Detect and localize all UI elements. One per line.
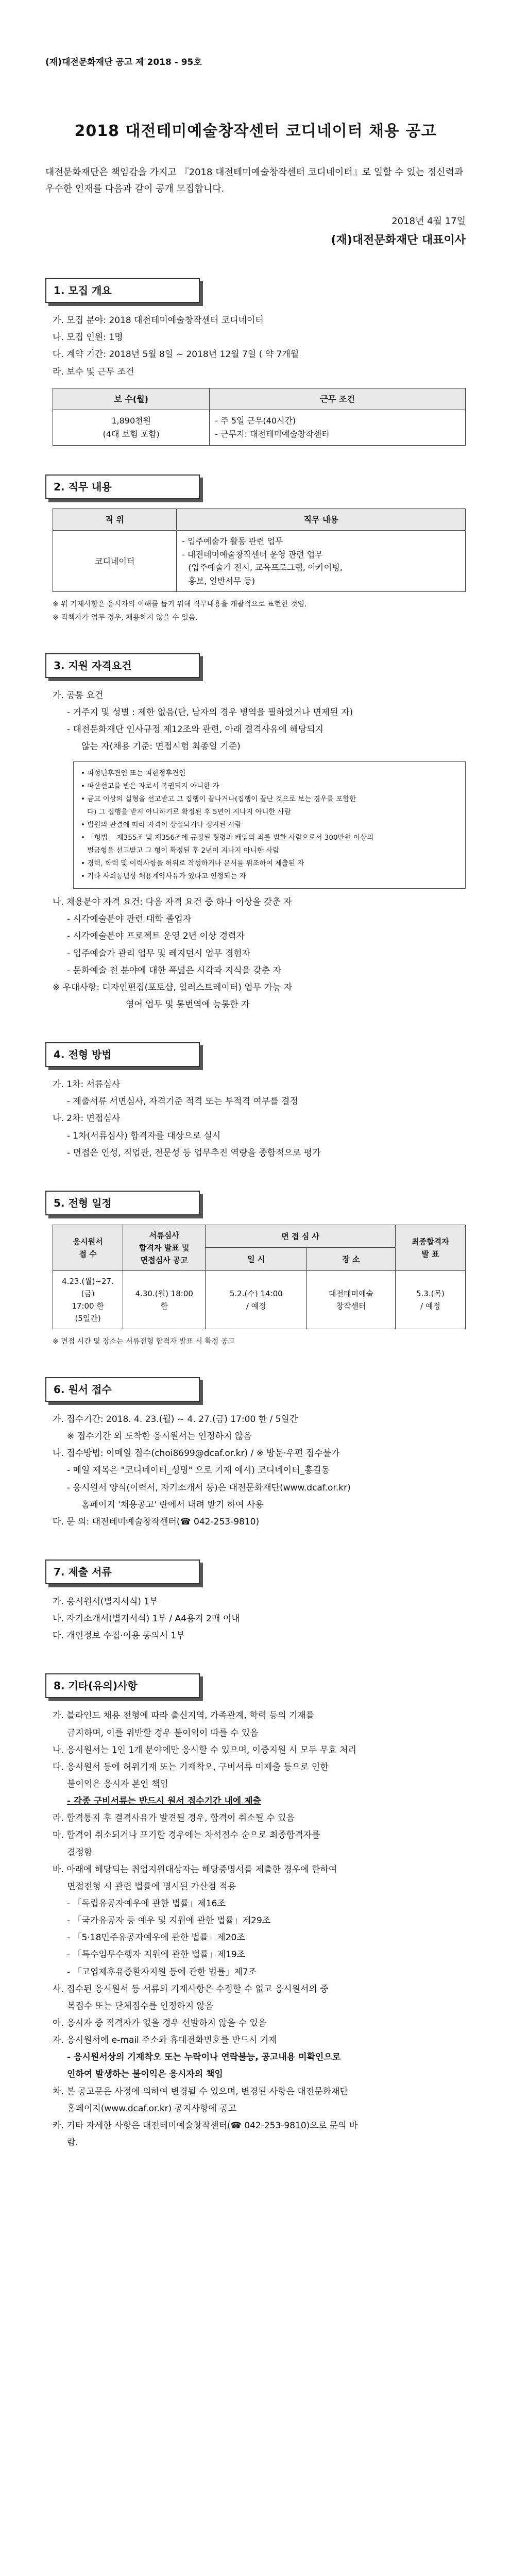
duty-item: - 입주예술가 활동 관련 업무	[182, 536, 283, 547]
disqualification-item: • 기타 사회통념상 채용계약사유가 있다고 인정되는 자	[81, 872, 246, 881]
pay-conditions-table	[53, 388, 466, 446]
table-header: 발 표	[421, 1249, 439, 1259]
overview-line: 나. 모집 인원: 1명	[53, 332, 123, 343]
eligibility-line: 영어 업무 및 통번역에 능통한 자	[126, 999, 250, 1010]
note-item: 마. 합격이 취소되거나 포기할 경우에는 차석점수 순으로 최종합격자를	[53, 1830, 320, 1841]
signature-block	[45, 214, 466, 249]
disqualification-item: • 파산선고를 받은 자로서 복권되지 아니한 자	[81, 782, 219, 791]
note-item: - 「5·18민주유공자예우에 관한 법률」제20조	[67, 1933, 245, 1943]
section-job-duties-heading: 2. 직무 내용	[45, 474, 200, 499]
application-line: 나. 접수방법: 이메일 접수(choi8699@dcaf.or.kr) / ※ 방문·우편 접수불가	[53, 1448, 340, 1459]
document-line: 가. 응시원서(별지서식) 1부	[53, 1597, 158, 1607]
schedule-table	[53, 1225, 466, 1329]
other-notes	[45, 1707, 466, 2151]
note-item: 자. 응시원서에 e-mail 주소와 휴대전화번호를 반드시 기재	[53, 2035, 277, 2046]
note-item: - 「고엽제후유증환자지원 등에 관한 법률」제7조	[67, 1967, 257, 1977]
note-item: 람.	[67, 2137, 78, 2148]
apply-period: 17:00 한	[72, 1301, 104, 1311]
job-duties	[45, 509, 466, 592]
eligibility-line: - 시각예술분야 관련 대학 졸업자	[67, 914, 192, 925]
document-line: 나. 자기소개서(별지서식) 1부 / A4용지 2매 이내	[53, 1614, 240, 1624]
note-item: 라. 합격통지 후 결격사유가 발견될 경우, 합격이 취소될 수 있음	[53, 1813, 295, 1824]
note-item: 사. 접수된 응시원서 등 서류의 기재사항은 수정할 수 없고 응시원서의 중	[53, 1984, 329, 1994]
disqualification-item: • 법원의 판결에 따라 자격이 상실되거나 정지된 사람	[81, 821, 242, 829]
note-item: - 응시원서상의 기재착오 또는 누락이나 연락불능, 공고내용 미확인으로	[67, 2052, 341, 2063]
note-item: 아. 응시자 중 적격자가 없을 경우 선발하지 않을 수 있음	[53, 2018, 267, 2028]
table-header: 일 시	[206, 1248, 307, 1271]
application-line: 다. 문 의: 대전테미예술창작센터(☎ 042-253-9810)	[53, 1516, 260, 1527]
application-line: ※ 접수기간 외 도착한 응시원서는 인정하지 않음	[67, 1431, 252, 1442]
note-item: 결정함	[67, 1847, 93, 1858]
section-documents-heading: 7. 제출 서류	[45, 1560, 200, 1584]
section-recruitment-overview-heading: 1. 모집 개요	[45, 278, 200, 303]
application-line: - 응시원서 양식(이력서, 자기소개서 등)은 대전문화재단(www.dcaf.or.kr)	[67, 1482, 351, 1493]
table-header: 합격자 발표 및	[139, 1243, 190, 1252]
application-line: 홈페이지 '채용공고' 란에서 내려 받기 하여 사용	[81, 1499, 264, 1510]
note-item: 홈페이지(www.dcaf.or.kr) 공지사항에 공고	[67, 2103, 237, 2114]
application-details	[45, 1411, 466, 1531]
note-item: 다. 응시원서 등에 허위기재 또는 기재착오, 구비서류 미제출 등으로 인한	[53, 1761, 329, 1772]
eligibility-line: ※ 우대사항: 디자인편집(포토샵, 일러스트레이터) 업무 가능 자	[53, 982, 293, 993]
required-documents	[45, 1594, 466, 1645]
method-line: - 1차(서류심사) 합격자를 대상으로 실시	[67, 1130, 221, 1141]
section-selection-method-heading: 4. 전형 방법	[45, 1042, 200, 1067]
duty-item: (입주예술가 전시, 교육프로그램, 아카이빙,	[188, 563, 343, 573]
eligibility-line: 나. 채용분야 자격 요건: 다음 자격 요건 중 하나 이상을 갖춘 자	[53, 897, 292, 908]
disqualification-item: • 경력, 학력 및 이력사항을 허위로 작성하거나 문서를 위조하여 제출된 자	[81, 859, 304, 868]
method-line: 가. 1차: 서류심사	[53, 1079, 121, 1090]
application-line: - 메일 제목은 "코디네이터_성명" 으로 기재 예시) 코디네이터_홍길동	[67, 1465, 330, 1476]
recruitment-overview	[45, 312, 466, 445]
eligibility-line: - 문화예술 전 분야에 대한 폭넓은 시각과 지식을 갖춘 자	[67, 965, 282, 976]
overview-line: 라. 보수 및 근무 조건	[53, 366, 134, 377]
section-schedule-heading: 5. 전형 일정	[45, 1191, 200, 1215]
note-item: 불이익은 응시자 본인 책임	[67, 1778, 168, 1789]
position-name: 코디네이터	[53, 531, 177, 592]
table-header: 직무 내용	[177, 509, 466, 531]
duty-item: 홍보, 일반서무 등)	[188, 575, 255, 586]
table-header: 장 소	[307, 1248, 396, 1271]
eligibility-line: 가. 공통 요건	[53, 690, 104, 701]
table-header: 면 접 심 사	[206, 1225, 396, 1248]
table-header: 직 위	[53, 509, 177, 531]
eligibility-line: - 거주지 및 성별 : 제한 없음(단, 남자의 경우 병역을 필하였거나 면제된 자)	[67, 707, 353, 718]
method-line: 나. 2차: 면접심사	[53, 1113, 121, 1124]
note-item: 바. 아래에 해당되는 취업지원대상자는 해당증명서를 제출한 경우에 한하여	[53, 1864, 337, 1875]
disqualification-item: • 피성년후견인 또는 피한정후견인	[81, 769, 186, 778]
overview-line: 다. 계약 기간: 2018년 5월 8일 ~ 2018년 12월 7일 ( 약 7개월	[53, 349, 299, 360]
note-item: 가. 블라인드 채용 전형에 따라 출신지역, 가족관계, 학력 등의 기재를	[53, 1710, 315, 1721]
result-date: 4.30.(월) 18:00	[135, 1289, 193, 1298]
intro-paragraph: 대전문화재단은 책임감을 가지고 『2018 대전테미예술창작센터 코디네이터』로 일할 수 있는 정신력과 우수한 인재를 다음과 같이 공개 모집합니다.	[45, 167, 464, 194]
issuer-organization: (재)대전문화재단 대표이사	[331, 233, 466, 247]
table-header: 면접심사 공고	[140, 1255, 188, 1265]
pay-amount: 1,890천원	[111, 416, 151, 426]
disqualification-item: • 「형법」 제355조 및 제356조에 규정된 횡령과 배임의 죄를 범한 사람으로서 300만원 이상의	[81, 834, 374, 842]
note-line: ※ 위 기재사항은 응시자의 이해를 돕기 위해 직무내용을 개괄적으로 표현한 것임.	[53, 600, 307, 609]
table-header: 서류심사	[149, 1230, 179, 1240]
interview-date: 5.2.(수) 14:00	[229, 1289, 283, 1298]
application-line: 가. 접수기간: 2018. 4. 23.(월) ~ 4. 27.(금) 17:00 한 / 5일간	[53, 1414, 298, 1425]
note-item: - 각종 구비서류는 반드시 원서 접수기간 내에 제출	[67, 1796, 261, 1807]
final-announcement: 5.3.(목)	[416, 1289, 445, 1298]
table-header: 보 수(월)	[53, 388, 210, 410]
disqualification-box	[73, 761, 466, 889]
table-header: 응시원서	[73, 1236, 103, 1246]
interview-place: 대전테미예술	[329, 1289, 373, 1298]
schedule-note: ※ 면접 시간 및 장소는 서류전형 합격자 발표 시 확정 공고	[53, 1337, 235, 1346]
section-notes-heading: 8. 기타(유의)사항	[45, 1673, 200, 1698]
table-header: 접 수	[79, 1249, 97, 1259]
note-item: 금지하며, 이를 위반할 경우 불이익이 따를 수 있음	[67, 1727, 259, 1738]
disqualification-item: • 금고 이상의 실형을 선고받고 그 집행이 끝나거나(집행이 끝난 것으로 보는 경우를 포함한	[81, 795, 356, 804]
table-header: 최종합격자	[412, 1236, 449, 1246]
apply-period: 4.23.(월)~27.(금)	[62, 1276, 114, 1298]
eligibility-line: 않는 자(채용 기준: 면접시험 최종일 기준)	[81, 741, 241, 752]
method-line: - 제출서류 서면심사, 자격기준 적격 또는 부적격 여부를 결정	[67, 1096, 298, 1107]
duties-notes	[45, 598, 466, 624]
note-item: 면접전형 시 관련 법률에 명시된 가산점 적용	[67, 1881, 236, 1892]
interview-place: 창작센터	[336, 1301, 366, 1311]
page-title: 2018 대전테미예술창작센터 코디네이터 채용 공고	[74, 122, 437, 141]
result-date: 한	[160, 1301, 168, 1311]
work-condition: - 근무지: 대전테미예술창작센터	[215, 429, 330, 439]
note-item: 나. 응시원서는 1인 1개 분야에만 응시할 수 있으며, 이중지원 시 모두 무효 처리	[53, 1744, 356, 1755]
final-announcement: / 예정	[420, 1301, 440, 1311]
note-item: 복접수 또는 단체접수를 인정하지 않음	[67, 2001, 214, 2011]
apply-period: (5일간)	[75, 1313, 101, 1323]
note-item: 카. 기타 자세한 사항은 대전테미예술창작센터(☎ 042-253-9810)으로 문의 바	[53, 2120, 358, 2131]
disqualification-item: 벌금형을 선고받고 그 형이 확정된 후 2년이 지나지 아니한 사람	[87, 846, 280, 855]
overview-line: 가. 모집 분야: 2018 대전테미예술창작센터 코디네이터	[53, 315, 264, 326]
note-item: - 「특수임무수행자 지원에 관한 법률」제19조	[67, 1950, 246, 1960]
note-item: - 「독립유공자예우에 관한 법률」제16조	[67, 1898, 226, 1909]
document-line: 다. 개인정보 수집·이용 동의서 1부	[53, 1631, 185, 1641]
note-item: 인하여 발생하는 불이익은 응시자의 책임	[67, 2069, 223, 2080]
method-line: - 면접은 인성, 직업관, 전문성 등 업무추진 역량을 종합적으로 평가	[67, 1147, 321, 1158]
eligibility-line: - 입주예술가 관리 업무 및 레지던시 업무 경험자	[67, 948, 250, 959]
notice-number: (재)대전문화재단 공고 제 2018 - 95호	[45, 57, 202, 67]
announcement-date: 2018년 4월 17일	[391, 216, 466, 227]
pay-note: (4대 보험 포함)	[103, 429, 160, 439]
work-condition: - 주 5일 근무(40시간)	[215, 416, 296, 426]
eligibility	[45, 687, 466, 1013]
note-item: 차. 본 공고문은 사정에 의하여 변경될 수 있으며, 변경된 사항은 대전문화재단	[53, 2086, 348, 2097]
section-application-heading: 6. 원서 접수	[45, 1377, 200, 1402]
job-duties-table	[53, 509, 466, 592]
eligibility-line: - 시각예술분야 프로젝트 운영 2년 이상 경력자	[67, 931, 245, 942]
duty-item: - 대전테미예술창작센터 운영 관련 업무	[182, 549, 323, 560]
section-eligibility-heading: 3. 지원 자격요건	[45, 653, 200, 678]
table-header: 근무 조건	[210, 388, 466, 410]
eligibility-line: - 대전문화재단 인사규정 제12조와 관련, 아래 결격사유에 해당되지	[67, 724, 323, 735]
disqualification-item: 다) 그 집행을 받지 아니하기로 확정된 후 5년이 지나지 아니한 사람	[87, 808, 291, 817]
note-line: ※ 직책자가 업무 경우, 채용하지 않을 수 있음.	[53, 613, 198, 622]
note-item: - 「국가유공자 등 예우 및 지원에 관한 법률」제29조	[67, 1916, 271, 1926]
schedule	[45, 1225, 466, 1329]
selection-method	[45, 1076, 466, 1162]
interview-date: / 예정	[246, 1301, 266, 1311]
